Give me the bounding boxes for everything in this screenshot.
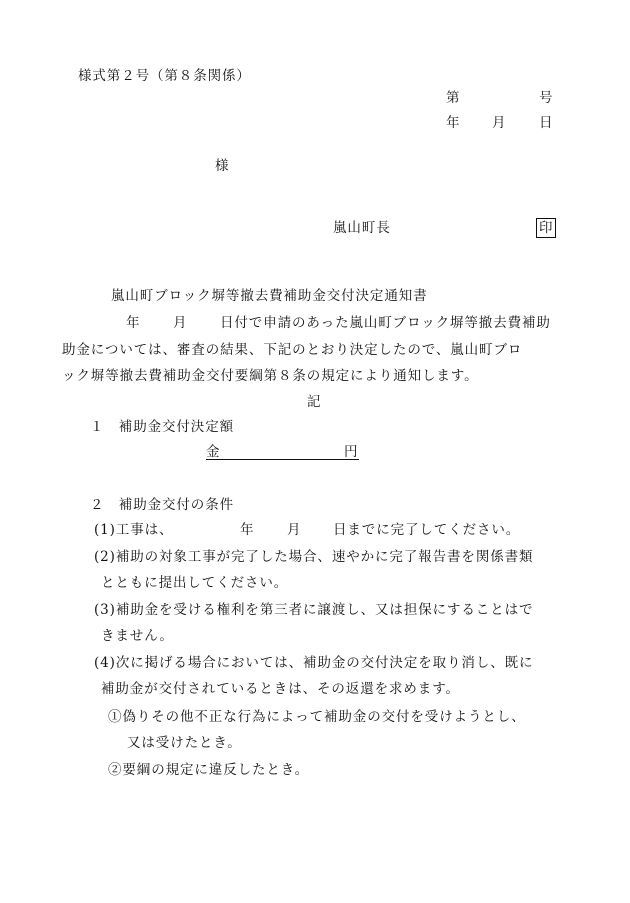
body-month: 月	[173, 315, 187, 331]
seal-mark: 印	[536, 218, 556, 238]
condition-2-line2: とともに提出してください。	[101, 575, 289, 591]
addressee-suffix: 様	[215, 158, 229, 174]
amount-suffix: 円	[344, 444, 358, 460]
body-line2: 助金については、審査の結果、下記のとおり決定したので、嵐山町ブロ	[62, 342, 523, 358]
body-line1: 日付で申請のあった嵐山町ブロック塀等撤去費補助	[220, 315, 551, 331]
document-title: 嵐山町ブロック塀等撤去費補助金交付決定通知書	[111, 288, 428, 304]
condition-3-line2: きません。	[101, 628, 174, 644]
condition-3-line1: (3)補助金を受ける権利を第三者に譲渡し、又は担保にすることはで	[94, 602, 534, 618]
condition-1-year: 年	[240, 522, 254, 538]
condition-1-label: (1)工事は、	[94, 522, 174, 538]
section-1-heading: １ 補助金交付決定額	[90, 419, 234, 435]
doc-number-prefix: 第	[446, 90, 460, 106]
doc-date-year: 年	[446, 115, 460, 131]
doc-date-month: 月	[492, 115, 506, 131]
amount-prefix: 金	[206, 444, 220, 460]
sub-condition-2: ②要綱の規定に違反したとき。	[108, 762, 310, 778]
condition-4-line2: 補助金が交付されているときは、その返還を求めます。	[101, 681, 460, 697]
ki-heading: 記	[307, 394, 321, 410]
doc-number-suffix: 号	[539, 90, 553, 106]
sub-condition-1-line2: 又は受けたとき。	[127, 735, 242, 751]
doc-date-day: 日	[539, 115, 553, 131]
body-line3: ック塀等撤去費補助金交付要綱第８条の規定により通知します。	[62, 368, 479, 384]
condition-4-line1: (4)次に掲げる場合においては、補助金の交付決定を取り消し、既に	[94, 655, 534, 671]
section-2-heading: ２ 補助金交付の条件	[90, 497, 234, 513]
form-label: 様式第２号（第８条関係）	[78, 68, 251, 84]
amount-underline	[206, 459, 359, 460]
issuer-name: 嵐山町長	[333, 220, 391, 236]
condition-1-rest: 日までに完了してください。	[333, 522, 521, 538]
sub-condition-1-line1: ①偽りその他不正な行為によって補助金の交付を受けようとし、	[108, 709, 526, 725]
condition-1-month: 月	[287, 522, 301, 538]
body-year: 年	[126, 315, 140, 331]
condition-2-line1: (2)補助の対象工事が完了した場合、速やかに完了報告書を関係書類	[94, 549, 534, 565]
